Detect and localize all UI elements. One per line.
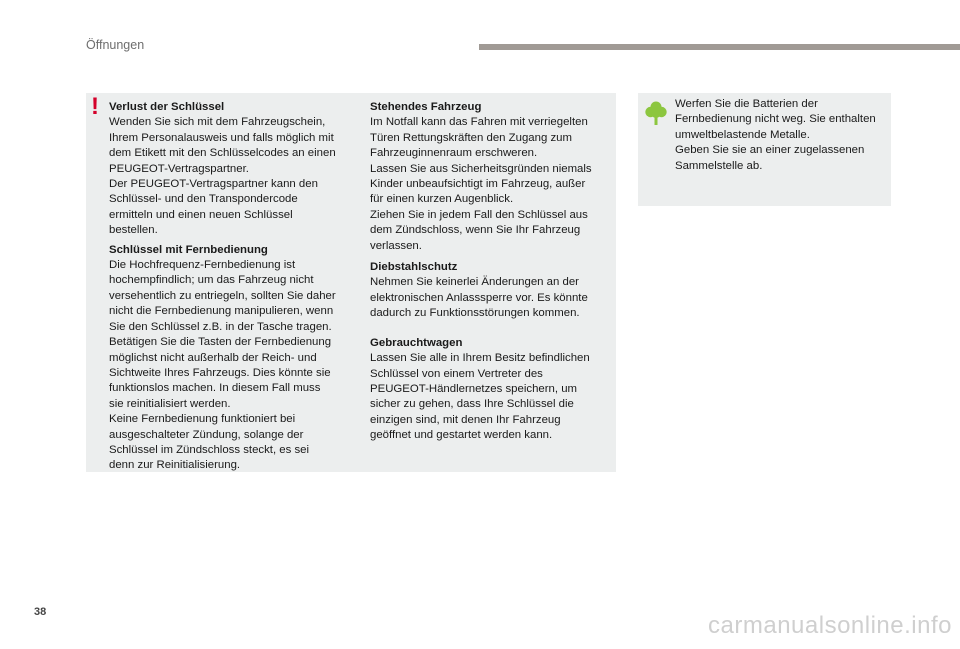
eco-text: Werfen Sie die Batterien der Fernbedienung nicht weg. Sie enthalten umweltbelastende Metalle. Geben Sie sie an einer zugelassenen Sammelstelle ab. — [675, 98, 876, 172]
remote-key-text: Die Hochfrequenz-Fernbedienung ist hochempfindlich; um das Fahrzeug nicht versehentlich zu entriegeln, sollten Sie daher nicht die Fernbedienung manipulieren, wenn Sie den Schlüssel z.B. in der Tasche tragen. Betätigen Sie die Tasten der Fernbedienung möglichst nicht außerhalb der Reich- und Sichtweite Ihres Fahrzeugs. Dies könnte sie funktionslos machen. In diesem Fall muss sie reinitialisiert werden. Keine Fernbedienung funktioniert bei ausgeschalteter Zündung, solange der Schlüssel im Zündschloss steckt, es sei denn zur Reinitialisierung. — [109, 259, 336, 472]
used-car-block — [370, 336, 610, 444]
page-number: 38 — [34, 606, 47, 618]
watermark: carmanualsonline.info — [708, 612, 952, 639]
parked-vehicle-title: Stehendes Fahrzeug — [370, 101, 482, 113]
parked-vehicle-block — [370, 100, 610, 254]
anti-theft-text: Nehmen Sie keinerlei Änderungen an der elektronischen Anlasssperre vor. Es könnte dadurch zu Funktionsstörungen kommen. — [370, 276, 588, 320]
anti-theft-title: Diebstahlschutz — [370, 261, 458, 274]
tree-icon — [645, 101, 667, 125]
lost-key-title: Verlust der Schlüssel — [109, 101, 225, 113]
remote-key-block — [109, 243, 351, 474]
remote-key-title: Schlüssel mit Fernbedienung — [109, 243, 268, 256]
left-column — [109, 100, 351, 474]
lost-key-block — [109, 100, 351, 239]
lost-key-text: Wenden Sie sich mit dem Fahrzeugschein, Ihrem Personalausweis und falls möglich mit dem Etikett mit den Schlüsselcodes an einen PEUGEOT-Vertragspartner. Der PEUGEOT-Vertragspartner kann den Schlüssel- und den Transpondercode ermitteln und einen neuen Schlüssel bestellen. — [109, 116, 336, 237]
anti-theft-block — [370, 260, 610, 322]
section-title: Öffnungen — [86, 38, 145, 52]
used-car-title: Gebrauchtwagen — [370, 336, 463, 349]
parked-vehicle-text: Im Notfall kann das Fahren mit verriegelten Türen Rettungskräften den Zugang zum Fahrzeuginnenraum erschweren. Lassen Sie aus Sicherheitsgründen niemals Kinder unbeaufsichtigt im Fahrzeug, außer für einen kurzen Augenblick. Ziehen Sie in jedem Fall den Schlüssel aus dem Zündschloss, wenn Sie Ihr Fahrzeug verlassen. — [370, 116, 592, 252]
eco-column — [675, 97, 887, 174]
middle-column — [370, 100, 610, 444]
header-bar — [479, 44, 960, 50]
used-car-text: Lassen Sie alle in Ihrem Besitz befindlichen Schlüssel von einem Vertreter des PEUGEOT-Händlernetzes speichern, um sicher zu gehen, dass Ihre Schlüssel die einzigen sind, mit denen Ihr Fahrzeug geöffnet und gestartet werden kann. — [370, 352, 590, 442]
warning-icon: ! — [91, 93, 99, 120]
